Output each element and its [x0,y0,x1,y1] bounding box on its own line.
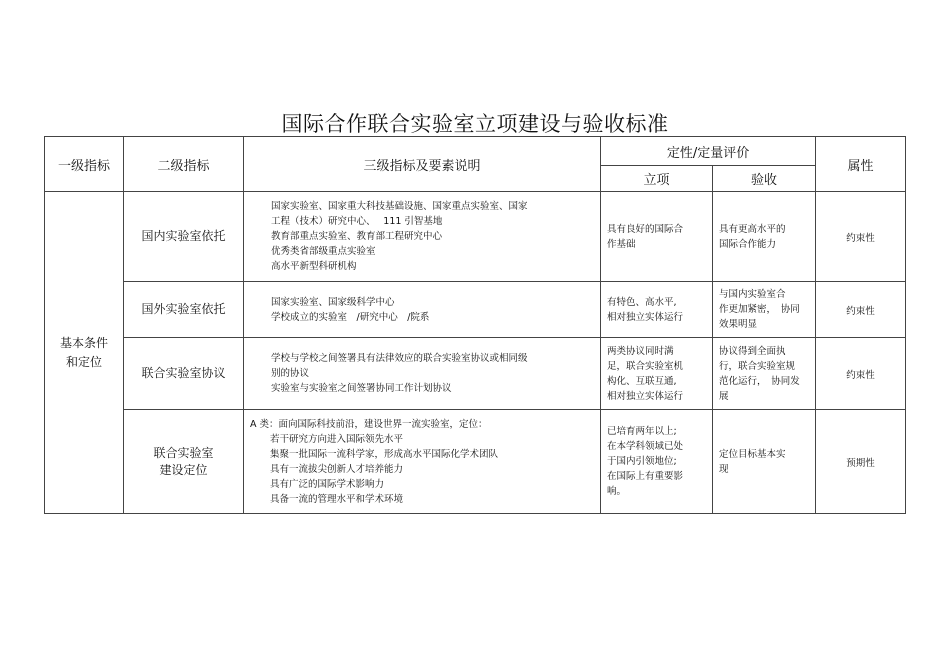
header-attribute: 属性 [816,137,906,192]
acceptance-line: 国际合作能力 [719,238,777,250]
level3-line: 教育部重点实验室、教育部工程研究中心 [271,231,443,242]
acceptance-line: 协议得到全面执 [719,345,786,357]
acceptance-line: 具有更高水平的 [719,223,786,235]
acceptance-line: 定位目标基本实 [719,448,786,460]
acceptance-line: 效果明显 [719,319,758,330]
approval-line: 于国内引领地位; [607,456,677,467]
approval-line: 有特色、高水平, [607,296,677,308]
header-row [45,137,906,166]
table-row [45,282,906,338]
header-acceptance: 验收 [713,166,816,192]
level3-cell [244,338,601,410]
level3-line: 集聚一批国际一流科学家，形成高水平国际化学术团队 [270,448,499,460]
acceptance-cell [713,338,816,410]
level3-line: 工程（技术）研究中心、 111 引智基地 [271,216,443,227]
level3-line: 别的协议 [271,368,310,379]
attribute-cell: 约束性 [816,192,906,282]
level3-line: 国家实验室、国家级科学中心 [271,296,395,308]
group-cell [45,192,124,514]
approval-cell [601,192,713,282]
attribute-cell: 约束性 [816,338,906,410]
approval-cell [601,410,713,514]
approval-line: 在国际上有重要影 [607,471,684,482]
approval-line: 构化、互联互通, [607,375,677,387]
level2-line: 建设定位 [159,462,208,477]
level3-line: 具有广泛的国际学术影响力 [270,478,385,490]
table-row [45,338,906,410]
acceptance-line: 现 [719,463,729,475]
level2-cell: 国内实验室依托 [124,192,244,282]
acceptance-cell [713,282,816,338]
level3-cell [244,192,601,282]
acceptance-line: 行，联合实验室规 [719,360,796,372]
approval-cell [601,282,713,338]
approval-line: 已培育两年以上; [607,426,677,437]
acceptance-line: 与国内实验室合 [719,289,786,300]
level2-cell: 联合实验室协议 [124,338,244,410]
acceptance-line: 范化运行， 协同发 [719,375,800,387]
standards-table [44,136,906,514]
approval-cell [601,338,713,410]
group-label-line: 基本条件 [59,335,108,350]
acceptance-line: 作更加紧密， 协同 [719,304,800,315]
attribute-cell: 预期性 [816,410,906,514]
level3-cell [244,282,601,338]
header-level3: 三级指标及要素说明 [244,137,601,192]
level3-line: 学校与学校之间签署具有法律效应的联合实验室协议或相同级 [271,353,528,364]
header-level2: 二级指标 [124,137,244,192]
approval-line: 在本学科领域已处 [607,441,684,452]
level3-line: A 类：面向国际科技前沿，建设世界一流实验室，定位： [250,418,488,430]
level3-line: 优秀类省部级重点实验室 [271,246,376,257]
approval-line: 具有良好的国际合 [607,223,684,235]
level3-line: 实验室与实验室之间签署协同工作计划协议 [271,383,452,394]
level3-line: 高水平新型科研机构 [271,261,357,272]
level2-cell [124,410,244,514]
level2-cell: 国外实验室依托 [124,282,244,338]
acceptance-cell [713,192,816,282]
level3-line: 具有一流拔尖创新人才培养能力 [270,463,404,475]
level3-cell [244,410,601,514]
approval-line: 响。 [607,486,627,497]
header-level1: 一级指标 [45,137,124,192]
approval-line: 作基础 [607,238,636,250]
group-label-line: 和定位 [65,354,102,369]
level3-line: 具备一流的管理水平和学术环境 [270,493,404,505]
level3-line: 若干研究方向进入国际领先水平 [270,433,404,445]
attribute-cell: 约束性 [816,282,906,338]
approval-line: 相对独立实体运行 [607,311,684,323]
approval-line: 足，联合实验室机 [607,360,684,372]
level3-line: 学校成立的实验室 /研究中心 /院系 [271,311,430,323]
level3-line: 国家实验室、国家重大科技基础设施、国家重点实验室、国家 [271,201,528,212]
table-row [45,192,906,282]
acceptance-line: 展 [719,390,729,402]
level2-line: 联合实验室 [153,445,214,460]
table-row [45,410,906,514]
header-evaluation: 定性/定量评价 [601,137,816,166]
acceptance-cell [713,410,816,514]
approval-line: 两类协议同时满 [607,345,674,357]
header-approval: 立项 [601,166,713,192]
approval-line: 相对独立实体运行 [607,390,684,402]
page-title: 国际合作联合实验室立项建设与验收标准 [281,112,669,136]
